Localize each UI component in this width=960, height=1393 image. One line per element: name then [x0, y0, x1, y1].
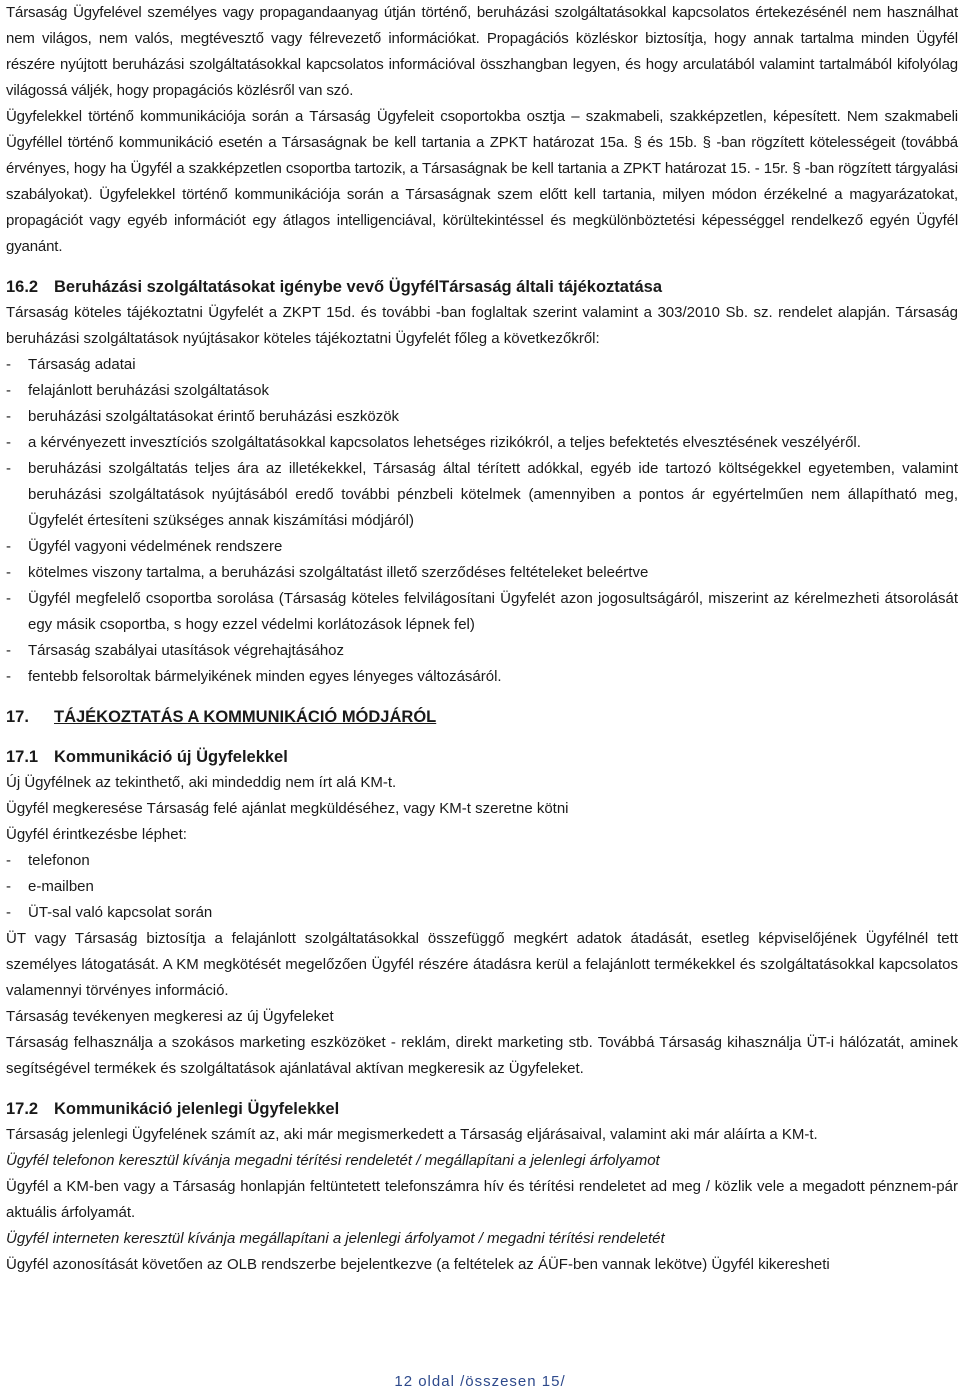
- section-number: 17.: [6, 708, 29, 726]
- section-title: Kommunikáció új Ügyfelekkel: [54, 748, 288, 766]
- list-item: - Ügyfél megfelelő csoportba sorolása (Társaság köteles felvilágosítani Ügyfelét azon jogosultságáról, miszerint az kérelmezheti átsorolását egy másik csoportba, s hogy ezzel védelmi korlátozások lépnek fel): [6, 590, 958, 633]
- section-16-2-heading: [6, 274, 958, 300]
- phone-subheading: Ügyfél telefonon keresztül kívánja megadni térítési rendeletét / megállapítani a jelenlegi árfolyamot: [6, 1152, 660, 1169]
- info-list: [6, 352, 958, 690]
- section-number: 16.2: [6, 278, 39, 296]
- list-item: - kötelmes viszony tartalma, a beruházási szolgáltatást illető szerződéses feltételeket beleértve: [6, 564, 649, 581]
- list-item: - felajánlott beruházási szolgáltatások: [6, 382, 269, 399]
- section-number: 17.1: [6, 748, 39, 766]
- text-line: Ügyfél azonosítását követően az OLB rendszerbe bejelentkezve (a feltételek az ÁÜF-ben vannak lekötve) Ügyfél kikeresheti: [6, 1256, 830, 1273]
- list-item: - e-mailben: [6, 878, 94, 895]
- internet-subheading: Ügyfél interneten keresztül kívánja megállapítani a jelenlegi árfolyamot / megadni térítési rendeletét: [6, 1230, 665, 1247]
- text-line: Ügyfél megkeresése Társaság felé ajánlat megküldéséhez, vagy KM-t szeretne kötni: [6, 800, 569, 817]
- text-paragraph: Ügyfél a KM-ben vagy a Társaság honlapján feltüntetett telefonszámra hív és térítési rendeletet ad meg / közlik vele a megadott pénznem-pár aktuális árfolyamát.: [6, 1178, 958, 1221]
- list-item: - beruházási szolgáltatásokat érintő beruházási eszközök: [6, 408, 400, 425]
- text-line: Társaság jelenlegi Ügyfelének számít az, aki már megismerkedett a Társaság eljárásaival, valamint aki már aláírta a KM-t.: [6, 1126, 818, 1143]
- text-paragraph: ÜT vagy Társaság biztosítja a felajánlott szolgáltatásokkal összefüggő megkért adatok átadását, esetleg képviselőjének Ügyfélnél tett személyes látogatását. A KM megkötését megelőzően Ügyfél részére átadásra kerül a felajánlott termékekkel és szolgáltatásokkal kapcsolatos valamennyi törvényes információ.: [6, 930, 958, 999]
- text-line: Társaság tevékenyen megkeresi az új Ügyfeleket: [6, 1008, 334, 1025]
- section-17-1-heading: [6, 744, 958, 770]
- section-number: 17.2: [6, 1100, 39, 1118]
- section-title: Kommunikáció jelenlegi Ügyfelekkel: [54, 1100, 340, 1118]
- section-title: TÁJÉKOZTATÁS A KOMMUNIKÁCIÓ MÓDJÁRÓL: [54, 708, 437, 726]
- intro-paragraph-1: Társaság Ügyfelével személyes vagy propagandaanyag útján történő, beruházási szolgáltatásokkal kapcsolatos értekezésénél nem használhat nem világos, nem valós, megtévesztő vagy félrevezető információkat. Propagációs közléskor biztosítja, hogy annak tartalma minden Ügyfél részére nyújtott beruházási szolgáltatásokkal kapcsolatos információval összhangban legyen, és hogy arculatából valamint tartalmából kifolyólag világossá váljék, hogy propagációs közlésről van szó.: [6, 4, 958, 99]
- section-17-2-heading: [6, 1096, 958, 1122]
- list-item: - telefonon: [6, 852, 90, 869]
- list-item: - ÜT-sal való kapcsolat során: [6, 904, 213, 921]
- text-paragraph: Társaság felhasználja a szokásos marketing eszközöket - reklám, direkt marketing stb. Továbbá Társaság kihasználja ÜT-i hálózatát, aminek segítségével termékek és szolgáltatások ajánlatával aktívan megkeresik az Ügyfeleket.: [6, 1034, 958, 1077]
- page-number-footer: 12 oldal /összesen 15/: [394, 1373, 566, 1390]
- text-line: Új Ügyfélnek az tekinthető, aki mindeddig nem írt alá KM-t.: [6, 774, 397, 791]
- list-item: - a kérvényezett invesztíciós szolgáltatásokkal kapcsolatos lehetséges rizikókról, a teljes befektetés elvesztésének veszélyéről.: [6, 434, 861, 451]
- intro-paragraph-2: Ügyfelekkel történő kommunikációja során a Társaság Ügyfeleit csoportokba osztja – szakmabeli, szakképzetlen, képesített. Nem szakmabeli Ügyféllel történő kommunikáció esetén a Társaságnak be kell tartania a ZPKT határozat 15a. § és 15b. § -ban rögzített kötelességeit (továbbá érvényes, hogy ha Ügyfél a szakképzetlen csoportba tartozik, a Társaságnak be kell tartania a ZPKT határozat 15. - 15r. § -ban rögzített tárgyalási szabályokat). Ügyfelekkel történő kommunikációja során a Társaságnak szem előtt kell tartania, milyen módon érzékelné a magyarázatokat, propagációt vagy egyéb információt egy átlagos intelligenciával, körültekintéssel és megkülönböztetési képességgel rendelkező egyén Ügyfél gyanánt.: [6, 108, 958, 255]
- list-item: - fentebb felsoroltak bármelyikének minden egyes lényeges változásáról.: [6, 668, 502, 685]
- section-title: Beruházási szolgáltatásokat igénybe vevő ÜgyfélTársaság általi tájékoztatása: [54, 278, 662, 296]
- list-item: - Ügyfél vagyoni védelmének rendszere: [6, 538, 283, 555]
- contact-list: [6, 848, 958, 926]
- section-17-heading: [6, 704, 958, 730]
- text-line: Ügyfél érintkezésbe léphet:: [6, 826, 187, 843]
- list-item: - beruházási szolgáltatás teljes ára az illetékekkel, Társaság által térített adókkal, egyéb ide tartozó költségekkel egyetemben, valamint beruházási szolgáltatások nyújtásából eredő további pénzbeli kötelmek (amennyiben a pontos ár egyértelműen nem állapítható meg, Ügyfelét értesíteni szükséges annak kiszámítási módjáról): [6, 460, 958, 529]
- list-item: - Társaság adatai: [6, 356, 136, 373]
- section-16-2-paragraph: Társaság köteles tájékoztatni Ügyfelét a ZKPT 15d. és további -ban foglaltak szerint valamint a 303/2010 Sb. sz. rendelet alapján. Társaság beruházási szolgáltatások nyújtásakor köteles tájékoztatni Ügyfelét főleg a következőkről:: [6, 304, 958, 347]
- list-item: - Társaság szabályai utasítások végrehajtásához: [6, 642, 345, 659]
